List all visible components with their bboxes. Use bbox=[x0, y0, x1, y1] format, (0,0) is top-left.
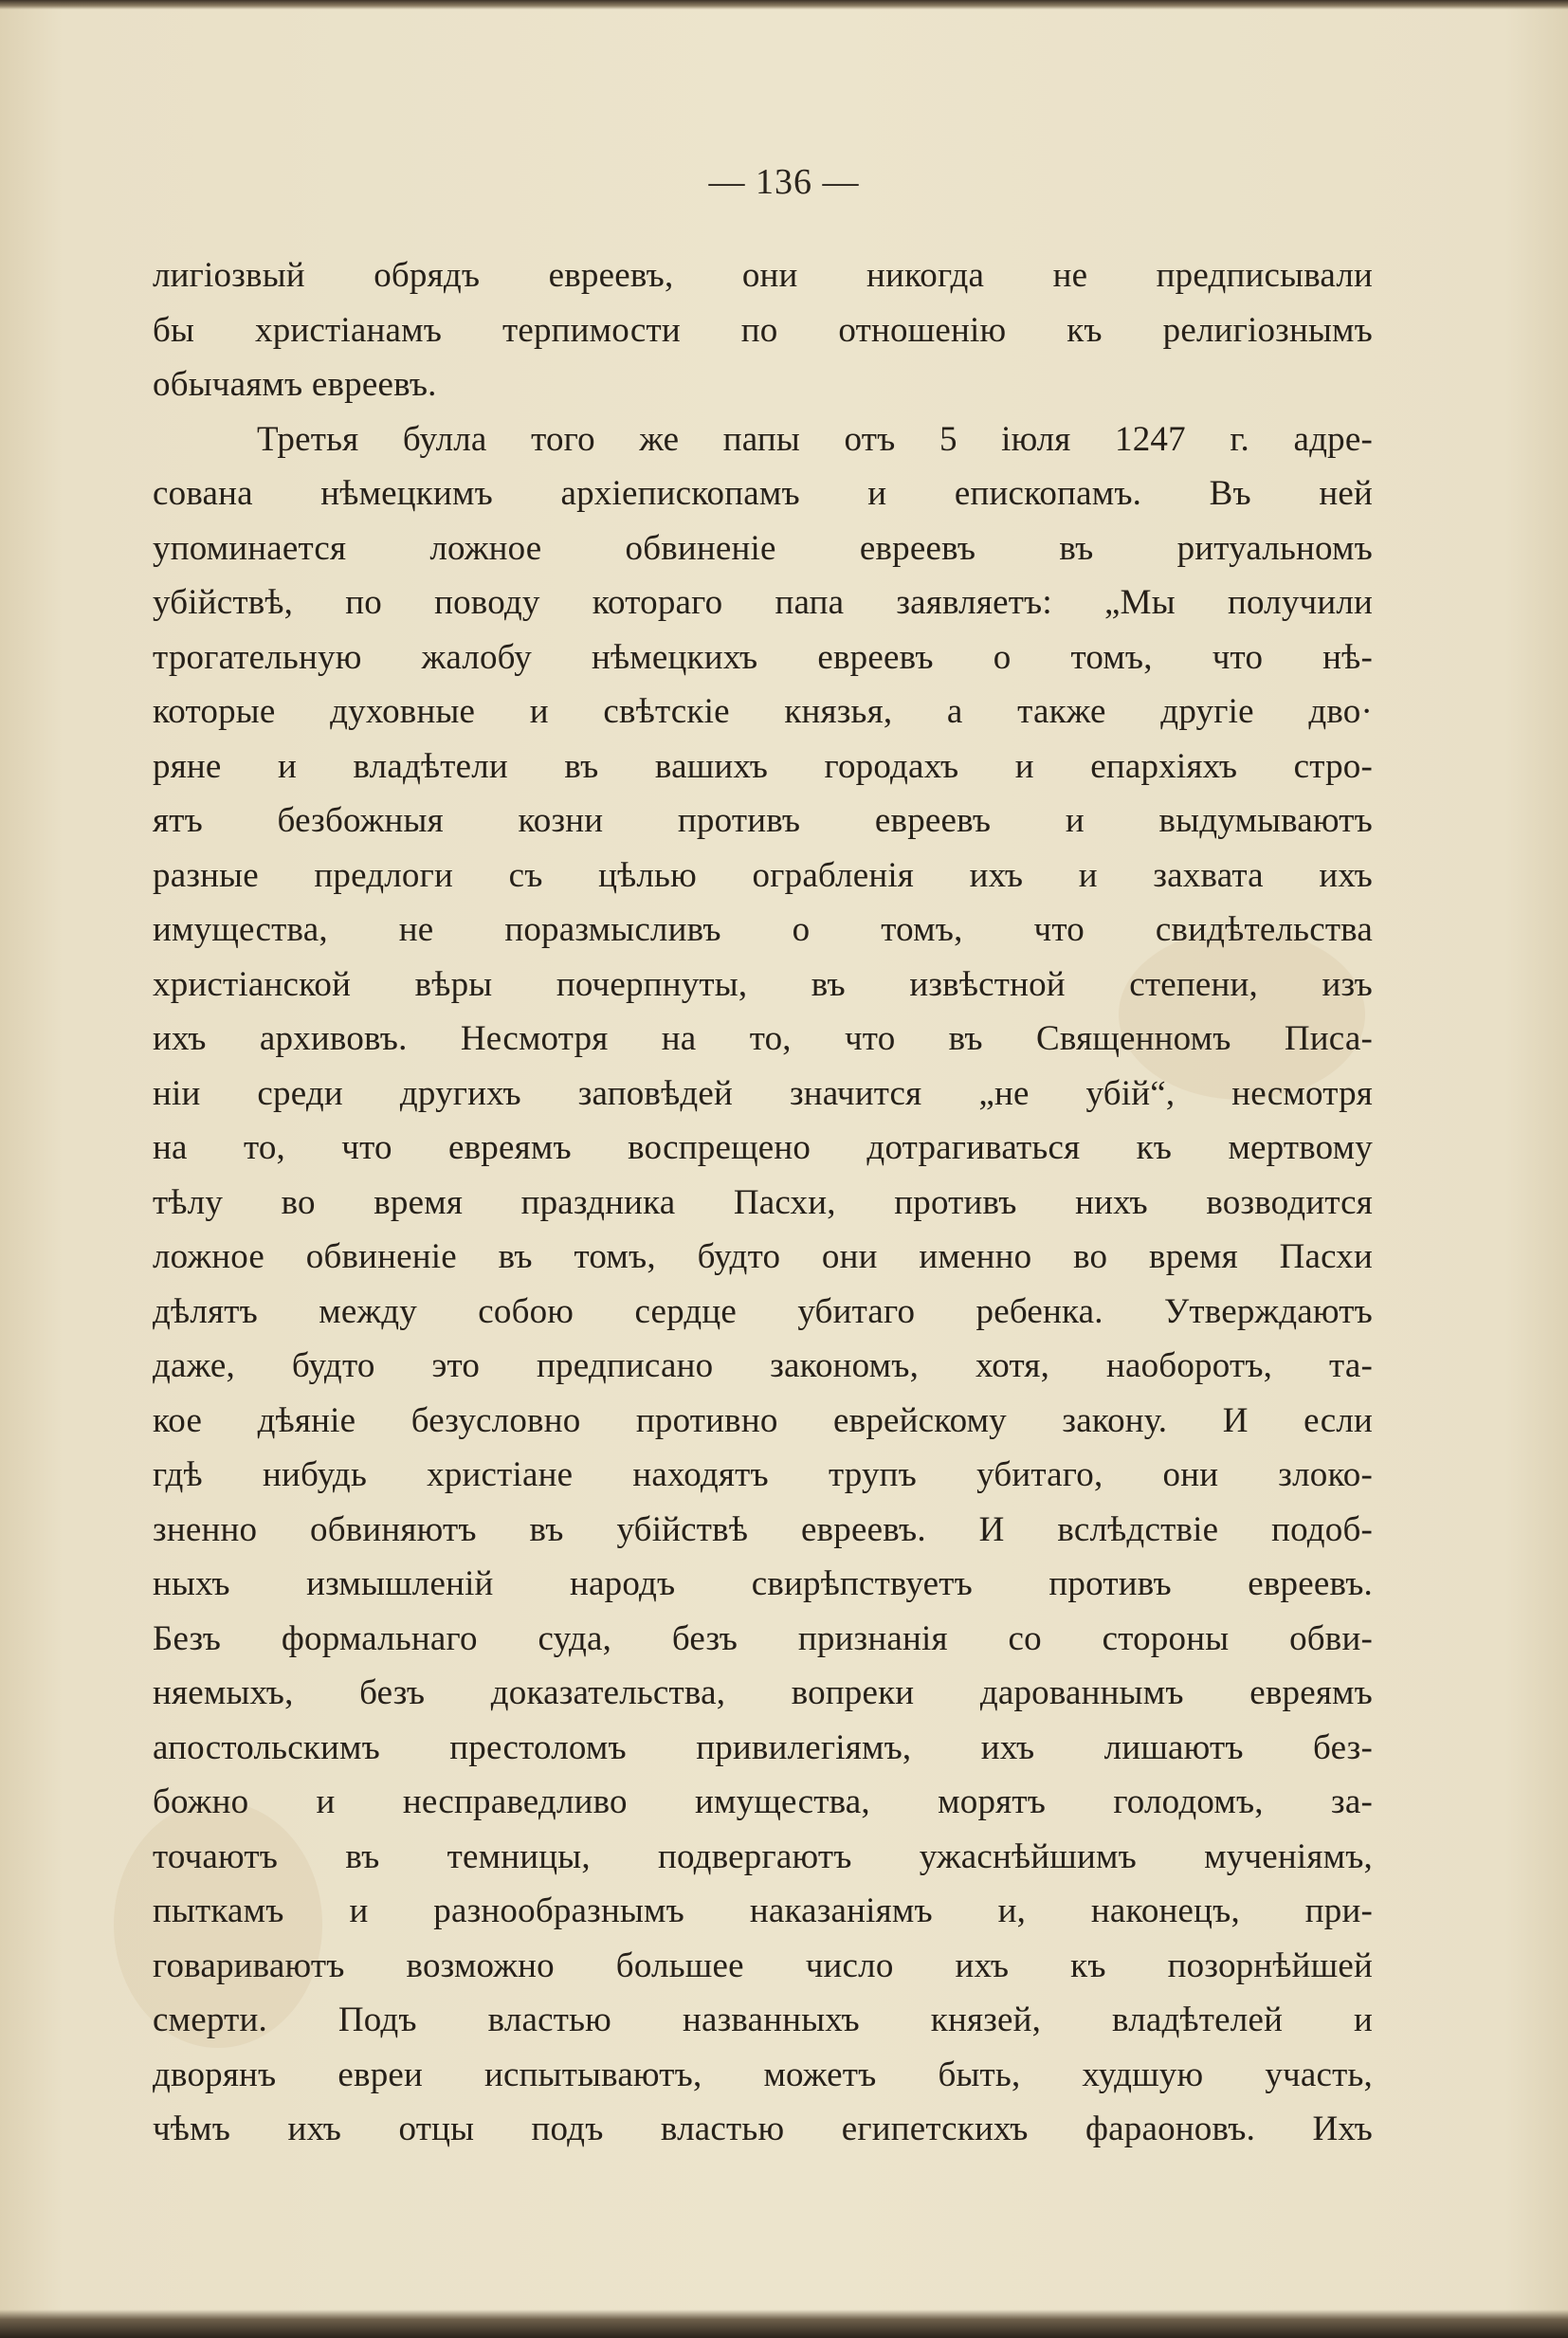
text-line: ніи среди другихъ заповѣдей значится „не убій“, несмотря bbox=[153, 1073, 1373, 1113]
text-line: бы христіанамъ терпимости по отношенію къ религіознымъ bbox=[153, 310, 1373, 350]
text-line: ихъ архивовъ. Несмотря на то, что въ Священномъ Писа- bbox=[153, 1019, 1373, 1058]
text-line: упоминается ложное обвиненіе евреевъ въ ритуальномъ bbox=[153, 528, 1373, 568]
text-line: кое дѣяніе безусловно противно еврейскому закону. И если bbox=[153, 1400, 1373, 1440]
text-line: божно и несправедливо имущества, морятъ голодомъ, за- bbox=[153, 1782, 1373, 1821]
page-top-edge bbox=[0, 0, 1568, 9]
text-line: христіанской вѣры почерпнуты, въ извѣстной степени, изъ bbox=[153, 964, 1373, 1004]
text-line: пыткамъ и разнообразнымъ наказаніямъ и, наконецъ, при- bbox=[153, 1891, 1373, 1930]
text-line: апостольскимъ престоломъ привилегіямъ, ихъ лишаютъ без- bbox=[153, 1727, 1373, 1767]
text-line: ряне и владѣтели въ вашихъ городахъ и епархіяхъ стро- bbox=[153, 746, 1373, 786]
text-line: точаютъ въ темницы, подвергаютъ ужаснѣйшимъ мученіямъ, bbox=[153, 1836, 1373, 1876]
text-line: разные предлоги съ цѣлью ограбленія ихъ и захвата ихъ bbox=[153, 855, 1373, 895]
text-line: сована нѣмецкимъ архіепископамъ и епископамъ. Въ ней bbox=[153, 474, 1373, 513]
text-line: Безъ формальнаго суда, безъ признанія со стороны обви- bbox=[153, 1618, 1373, 1658]
text-line: ятъ безбожныя козни противъ евреевъ и выдумываютъ bbox=[153, 801, 1373, 840]
body-text bbox=[153, 248, 1373, 2157]
page-bottom-edge bbox=[0, 2310, 1568, 2338]
text-line: тѣлу во время праздника Пасхи, противъ нихъ возводится bbox=[153, 1182, 1373, 1222]
text-line: даже, будто это предписано закономъ, хотя, наоборотъ, та- bbox=[153, 1346, 1373, 1385]
text-line: дѣлятъ между собою сердце убитаго ребенка. Утверждаютъ bbox=[153, 1291, 1373, 1331]
text-line: дворянъ евреи испытываютъ, можетъ быть, худшую участь, bbox=[153, 2055, 1373, 2094]
text-line: обычаямъ евреевъ. bbox=[153, 365, 437, 404]
text-line: убійствѣ, по поводу котораго папа заявляетъ: „Мы получили bbox=[153, 583, 1373, 622]
text-line: имущества, не поразмысливъ о томъ, что свидѣтельства bbox=[153, 910, 1373, 949]
text-line: трогательную жалобу нѣмецкихъ евреевъ о томъ, что нѣ- bbox=[153, 637, 1373, 677]
text-line: чѣмъ ихъ отцы подъ властью египетскихъ фараоновъ. Ихъ bbox=[153, 2110, 1373, 2148]
text-line: ныхъ измышленій народъ свирѣпствуетъ противъ евреевъ. bbox=[153, 1564, 1373, 1603]
text-line: зненно обвиняютъ въ убійствѣ евреевъ. И вслѣдствіе подоб- bbox=[153, 1509, 1373, 1549]
text-line: говариваютъ возможно большее число ихъ къ позорнѣйшей bbox=[153, 1945, 1373, 1985]
page-number: — 136 — bbox=[708, 162, 860, 202]
text-line: ложное обвиненіе въ томъ, будто они именно во время Пасхи bbox=[153, 1237, 1373, 1276]
text-line: которые духовные и свѣтскіе князья, а также другіе дво· bbox=[153, 692, 1373, 731]
text-line: смерти. Подъ властью названныхъ князей, владѣтелей и bbox=[153, 2000, 1373, 2039]
text-line: лигіозвый обрядъ евреевъ, они никогда не предписывали bbox=[153, 256, 1373, 295]
text-line: няемыхъ, безъ доказательства, вопреки дарованнымъ евреямъ bbox=[153, 1673, 1373, 1712]
text-line: Третья булла того же папы отъ 5 іюля 1247 г. адре- bbox=[257, 419, 1373, 459]
text-line: гдѣ нибудь христіане находятъ трупъ убитаго, они злоко- bbox=[153, 1455, 1373, 1494]
text-line: на то, что евреямъ воспрещено дотрагиваться къ мертвому bbox=[153, 1128, 1373, 1167]
